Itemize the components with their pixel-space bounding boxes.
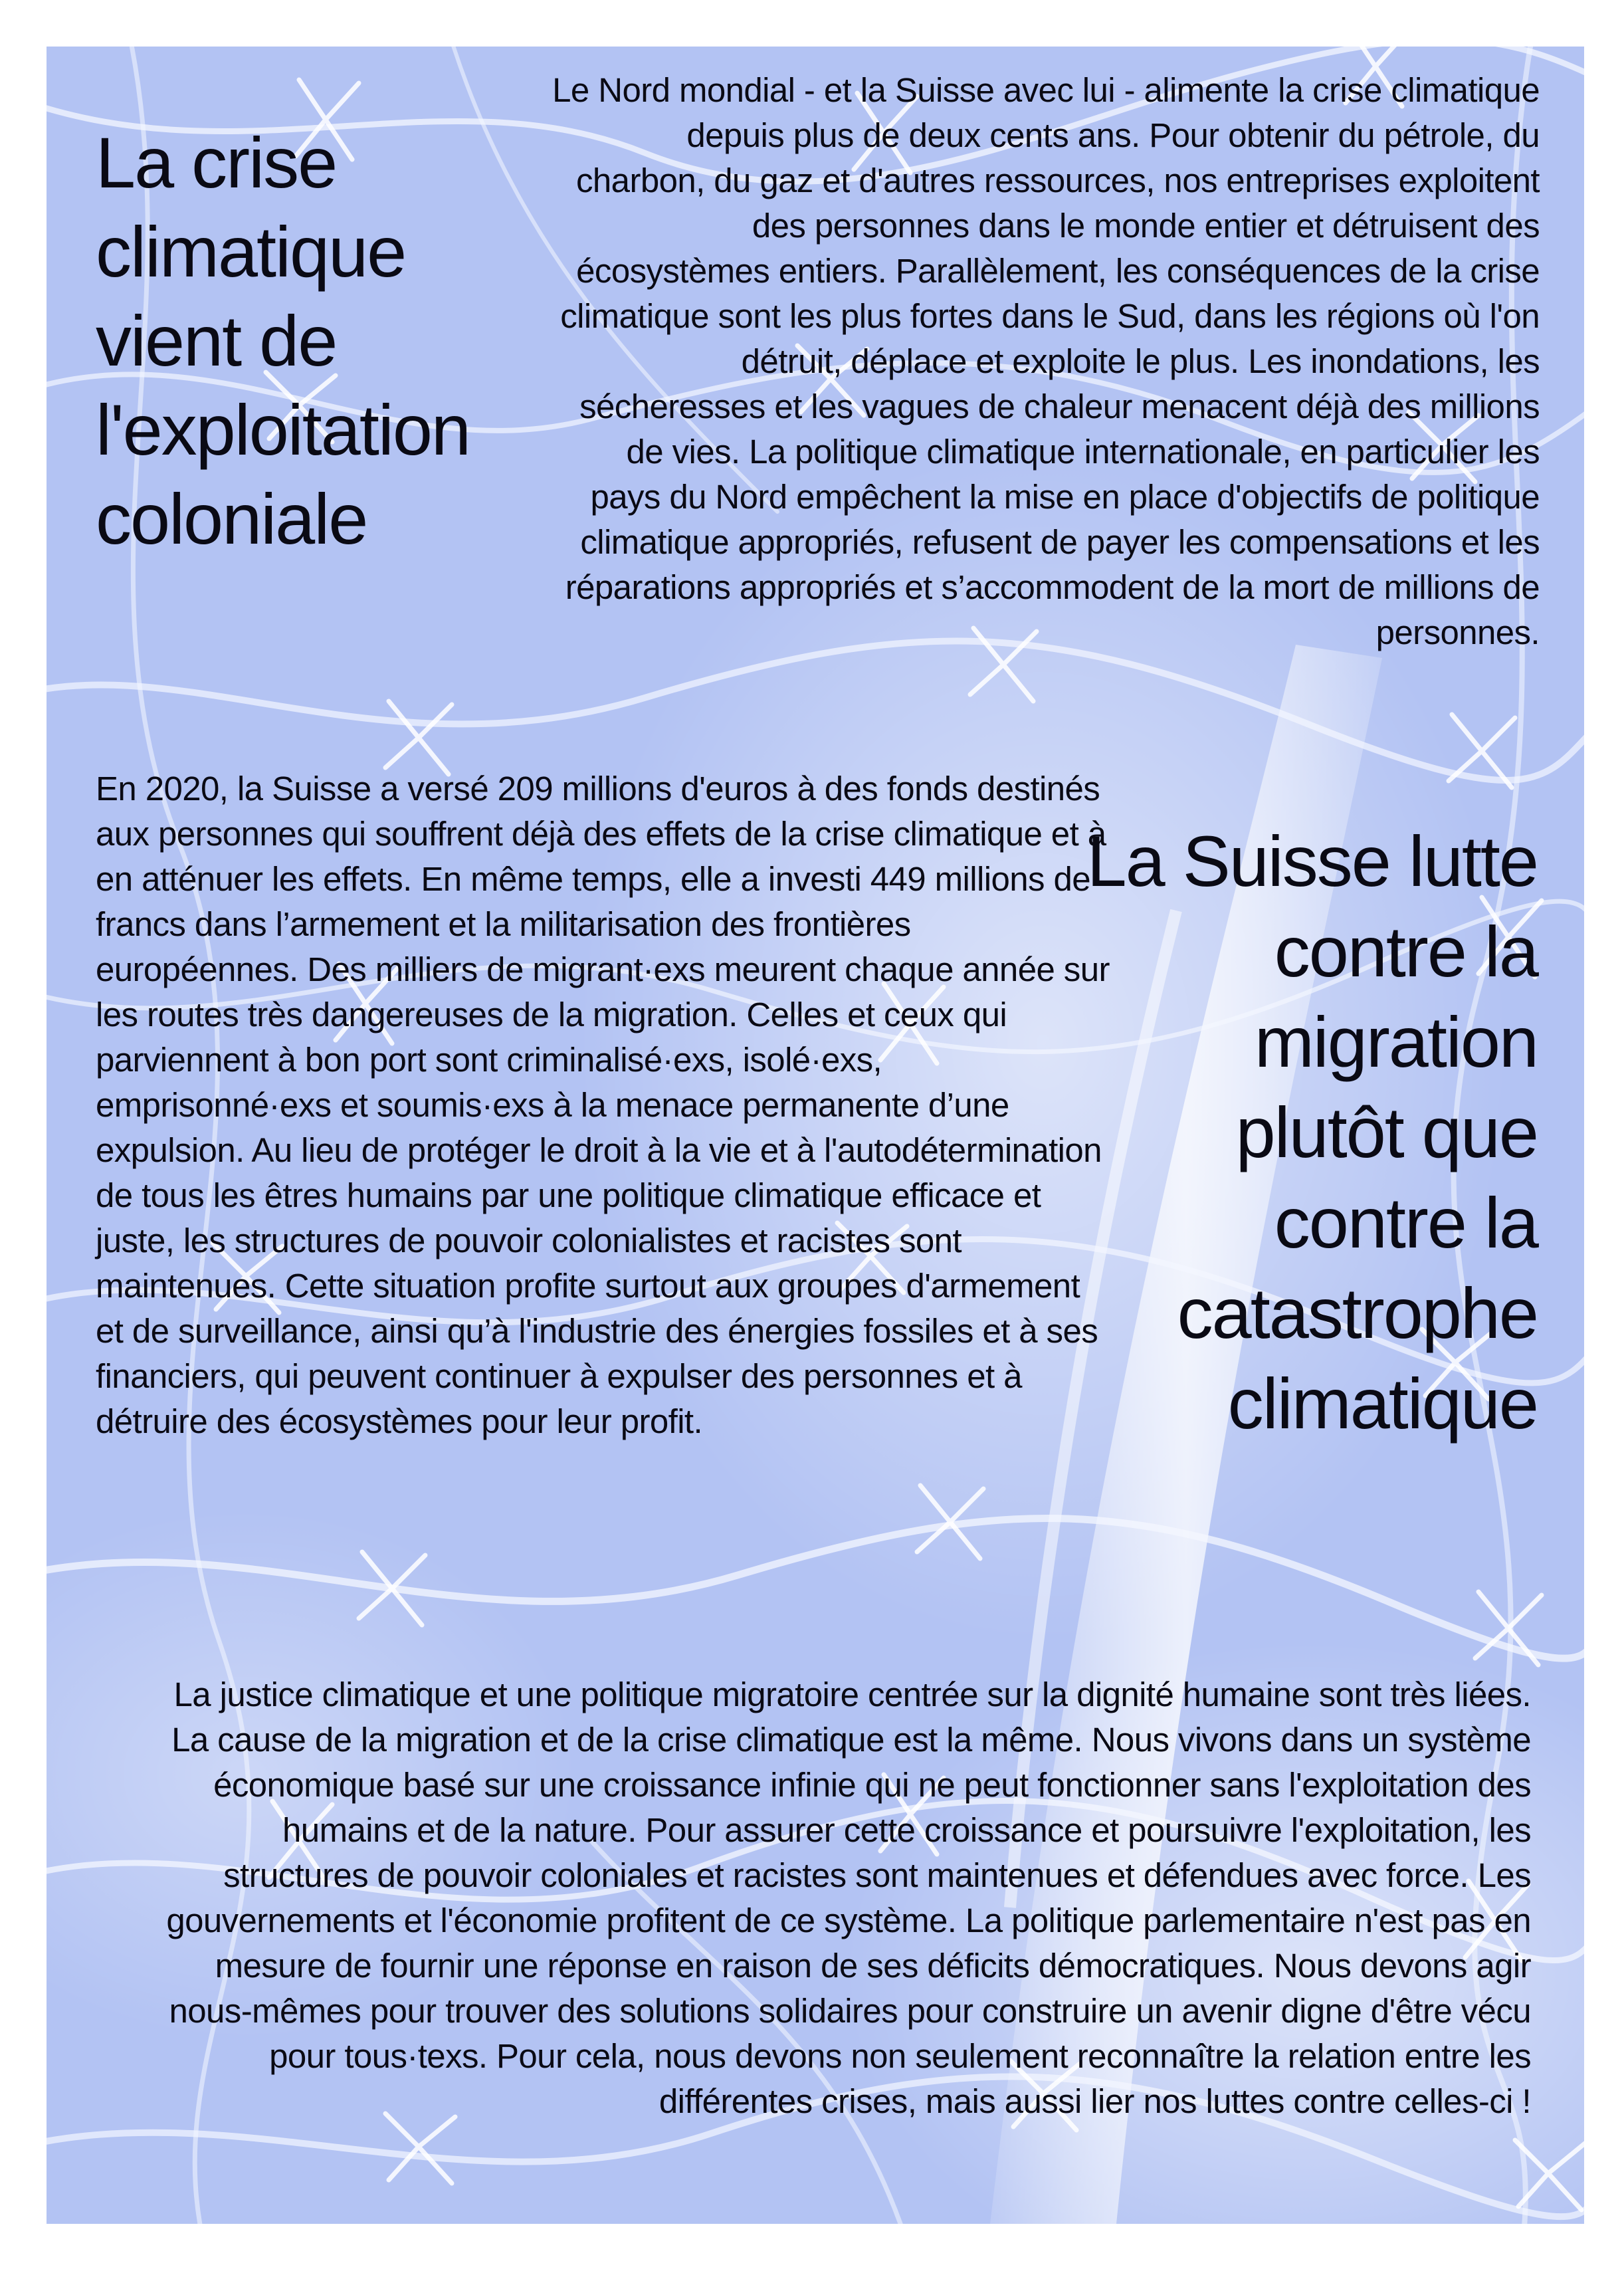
heading-colonial-exploitation: La crise climatique vient de l'exploitation coloniale [96,122,470,559]
paragraph-global-north: Le Nord mondial - et la Suisse avec lui - alimente la crise climatique depuis plus de deux cents ans. Pour obtenir du pétrole, du charbon, du gaz et d'autres ressources, nos entreprises exploitent des personnes dans le monde entier et détruisent des écosystèmes entiers. Parallèlement, les conséquences de la crise climatique sont les plus fortes dans le Sud, dans les régions où l'on détruit, déplace et exploite le plus. Les inondations, les sécheresses et les vagues de chaleur menacent déjà des millions de vies. La politique climatique internationale, en particulier les pays du Nord empêchent la mise en place d'objectifs de politique climatique appropriés, refusent de payer les compensations et les réparations appropriés et s’accommodent de la mort de millions de personnes. [552,71,1540,651]
paragraph-climate-justice: La justice climatique et une politique migratoire centrée sur la dignité humaine sont très liées. La cause de la migration et de la crise climatique est la même. Nous vivons dans un système économique basé sur une croissance infinie qui ne peut fonctionner sans l'exploitation des humains et de la nature. Pour assurer cette croissance et poursuivre l'exploitation, les structures de pouvoir coloniales et racistes sont maintenues et défendues avec force. Les gouvernements et l'économie profitent de ce système. La politique parlementaire n'est pas en mesure de fournir une réponse en raison de ses déficits démocratiques. Nous devons agir nous-mêmes pour trouver des solutions solidaires pour construire un avenir digne d'être vécu pour tous·texs. Pour cela, nous devons non seulement reconnaître la relation entre les différentes crises, mais aussi lier nos luttes contre celles-ci ! [166,1676,1531,2120]
heading-switzerland-migration: La Suisse lutte contre la migration plutôt que contre la catastrophe climatique [1086,821,1538,1444]
paragraph-switzerland-funding: En 2020, la Suisse a versé 209 millions d'euros à des fonds destinés aux personnes qui souffrent déjà des effets de la crise climatique et à en atténuer les effets. En même temps, elle a investi 449 millions de francs dans l’armement et la militarisation des frontières européennes. Des milliers de migrant·exs meurent chaque année sur les routes très dangereuses de la migration. Celles et ceux qui parviennent à bon port sont criminalisé·exs, isolé·exs, emprisonné·exs et soumis·exs à la menace permanente d’une expulsion. Au lieu de protéger le droit à la vie et à l'autodétermination de tous les êtres humains par une politique climatique efficace et juste, les structures de pouvoir colonialistes et racistes sont maintenues. Cette situation profite surtout aux groupes d'armement et de surveillance, ainsi qu’à l'industrie des énergies fossiles et à ses financiers, qui peuvent continuer à expulser des personnes et à détruire des écosystèmes pour leur profit. [96,770,1110,1440]
poster-panel [47,47,1584,2224]
